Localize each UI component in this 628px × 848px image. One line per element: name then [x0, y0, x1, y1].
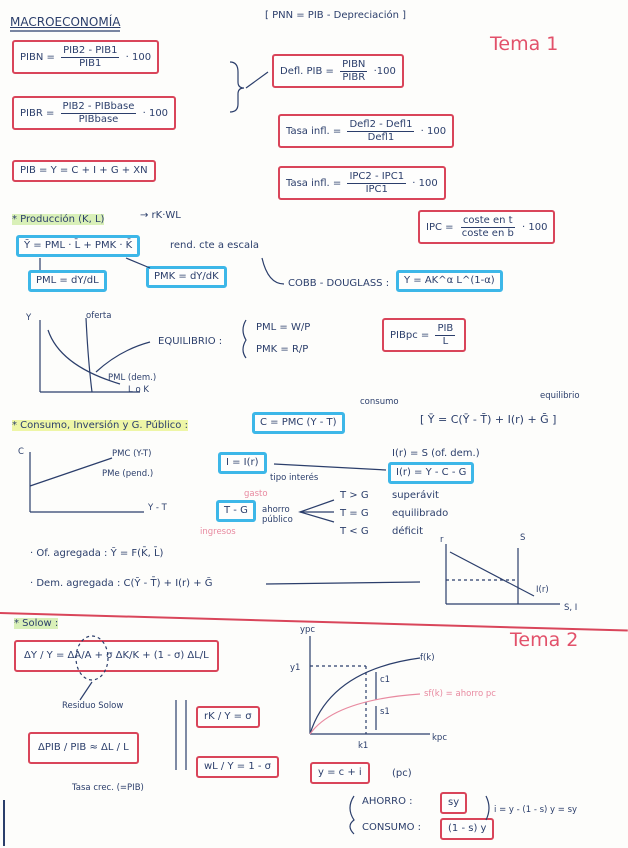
- production-heading-text: * Producción (K, L): [12, 214, 105, 225]
- oferta-agregada: · Of. agregada : Ȳ = F(K̄, L̄): [30, 548, 164, 559]
- ingresos-note: ingresos: [200, 527, 236, 537]
- cons-graph-x: Y - T: [148, 503, 167, 513]
- solow-graph-sf-curve: [310, 694, 420, 734]
- ybar-formula-box: Ȳ = PML · L̄ + PMK · K̄: [16, 235, 140, 257]
- pibn-lhs: PIBN =: [20, 52, 55, 63]
- tg-deficit-cond: T < G: [340, 526, 369, 537]
- solow-heading-text: * Solow :: [14, 618, 59, 629]
- residuo-arrow: [80, 682, 92, 700]
- mkt-graph-r: r: [440, 535, 444, 545]
- equilibrium-arrow: [96, 342, 150, 372]
- mkt-graph-si: S, I: [564, 603, 578, 613]
- tg-superavit-cond: T > G: [340, 490, 369, 501]
- equilibrio-label: EQUILIBRIO :: [158, 336, 223, 347]
- solow-graph-fk: f(k): [420, 653, 435, 663]
- t-minus-g-box: T - G: [216, 500, 256, 522]
- tg-equilibrado-cond: T = G: [340, 508, 369, 519]
- ahorro-consumo-brace: [350, 796, 354, 834]
- defl-den: PIBR: [342, 71, 366, 83]
- solow-bracket: [176, 700, 186, 770]
- pc-note: (pc): [392, 768, 412, 779]
- ir-arrow: [274, 464, 386, 470]
- pibn-den: PIB1: [79, 57, 102, 69]
- pmk-box: PMK = dY/dK: [146, 266, 227, 288]
- prod-graph-demand-curve: [48, 330, 120, 384]
- cons-graph-pmc: PMC (Y-T): [112, 449, 152, 459]
- identity-brace: [486, 796, 489, 820]
- tg-equilibrado-label: equilibrado: [392, 508, 449, 519]
- pib-identity-box: PIB = Y = C + I + G + XN: [12, 160, 156, 182]
- defl-num: PIBN: [342, 59, 366, 70]
- equilibrium-brace: [243, 320, 246, 358]
- mkt-graph-ir: I(r): [536, 585, 549, 595]
- arrow-to-cobb: [262, 258, 284, 284]
- tipo-interes-note: tipo interés: [270, 473, 319, 483]
- tg-fork: [300, 500, 334, 522]
- equilibrio-label-2: equilibrio: [540, 391, 580, 401]
- arrow-to-pmk: [126, 258, 150, 268]
- solow-graph-sfk: sf(k) = ahorro pc: [424, 689, 496, 699]
- ir-equals-s: I(r) = S (of. dem.): [392, 448, 480, 459]
- ipc-tail: · 100: [522, 222, 548, 233]
- prod-graph-y-label: Y: [26, 313, 32, 323]
- infl1-tail: · 100: [420, 126, 447, 137]
- prod-graph-supply-line: [86, 318, 92, 392]
- equilibrio-bracket: [ Ȳ = C(Ȳ - T̄) + I(r) + Ḡ ]: [420, 413, 557, 426]
- mkt-graph-ir-line: [450, 552, 534, 596]
- pml-box: PML = dY/dL: [28, 270, 107, 292]
- infl2-lhs: Tasa infl. =: [286, 178, 342, 189]
- cobb-douglass-formula-box: Y = AK^α L^(1-α): [396, 270, 503, 292]
- dem-agregada-arrow: [266, 582, 420, 584]
- defl-tail: ·100: [373, 66, 396, 77]
- consumo-label-solow: CONSUMO :: [362, 822, 422, 833]
- pnn-definition: [ PNN = PIB - Depreciación ]: [265, 10, 407, 21]
- labor-share-box: wL / Y = 1 - σ: [196, 756, 279, 778]
- consumo-label: consumo: [360, 397, 399, 407]
- investment-identity: i = y - (1 - s) y = sy: [494, 805, 578, 815]
- solow-graph-kpc: kpc: [432, 733, 447, 743]
- consumo-formula-box: C = PMC (Y - T): [252, 412, 345, 434]
- pibr-num: PIB2 - PIBbase: [62, 101, 135, 112]
- consumo-heading-text: * Consumo, Inversión y G. Público :: [12, 420, 188, 431]
- ahorro-label: AHORRO :: [362, 796, 413, 807]
- demanda-agregada: · Dem. agregada : C(Ȳ - T̄) + I(r) + Ḡ: [30, 578, 213, 589]
- residuo-circle: [76, 636, 108, 680]
- solow-graph-ypc: ypc: [300, 625, 316, 635]
- solow-graph-c1: c1: [380, 675, 391, 685]
- infl1-den: Defl1: [367, 131, 395, 143]
- ipc-lhs: IPC =: [426, 222, 454, 233]
- tema-1-title: Tema 1: [490, 33, 559, 55]
- mkt-graph-s: S: [520, 533, 526, 543]
- infl2-num: IPC2 - IPC1: [349, 171, 405, 182]
- residuo-solow: Residuo Solow: [62, 701, 124, 711]
- consumo-value-box: (1 - s) y: [440, 818, 494, 840]
- rend-escala-note: rend. cte a escala: [170, 240, 260, 251]
- pibpc-num: PIB: [437, 323, 454, 334]
- solow-rhs: = ΔA/A + σ ΔK/K + (1 - σ) ΔL/L: [55, 650, 209, 661]
- pibr-lhs: PIBR =: [20, 108, 55, 119]
- top-brace: [230, 62, 244, 112]
- ahorro-publico-note: ahorro público: [262, 505, 293, 525]
- tg-superavit-label: superávit: [392, 490, 439, 501]
- infl2-den: IPC1: [365, 183, 388, 195]
- pibn-tail: · 100: [125, 52, 152, 63]
- growth-rhs: ≈ ΔL / L: [89, 742, 129, 753]
- tg-deficit-label: déficit: [392, 526, 423, 537]
- ir-equals-ycg-box: I(r) = Y - C - G: [388, 462, 474, 484]
- solow-graph-s1: s1: [380, 707, 390, 717]
- infl2-tail: · 100: [412, 178, 438, 189]
- pibr-tail: · 100: [142, 108, 169, 119]
- ipc-den: coste en b: [461, 227, 514, 239]
- capital-share-box: rK / Y = σ: [196, 706, 260, 728]
- pibn-num: PIB2 - PIB1: [63, 45, 118, 56]
- cons-graph-c-label: C: [18, 447, 24, 457]
- defl-lhs: Defl. PIB =: [280, 66, 334, 77]
- inversion-box: I = I(r): [218, 452, 267, 474]
- prod-graph-x-label: L o K: [128, 385, 149, 395]
- pibr-den: PIBbase: [78, 113, 119, 125]
- gasto-note: gasto: [244, 489, 268, 499]
- prod-graph-oferta: oferta: [86, 311, 112, 321]
- solow-graph-k1: k1: [358, 741, 369, 751]
- cons-graph-pmc-line: [30, 458, 112, 486]
- equilibrio-pml: PML = W/P: [256, 322, 311, 333]
- solow-lhs: ΔY / Y: [24, 650, 53, 661]
- top-arrow: [246, 72, 268, 88]
- tasa-crecimiento-note: Tasa crec. (=PIB): [72, 783, 144, 793]
- tema-2-title: Tema 2: [510, 629, 579, 651]
- rk-wl-note: → rK·WL: [140, 210, 181, 221]
- y-c-i-box: y = c + i: [310, 762, 370, 784]
- prod-graph-pml-dem: PML (dem.): [108, 373, 157, 383]
- page-title: MACROECONOMÍA: [10, 15, 121, 29]
- pibpc-lhs: PIBpc =: [390, 330, 430, 341]
- cons-graph-pme: PMe (pend.): [102, 469, 154, 479]
- ahorro-value-box: sy: [440, 792, 467, 814]
- ipc-num: coste en t: [462, 215, 513, 226]
- cobb-douglass-label: COBB - DOUGLASS :: [288, 278, 390, 289]
- growth-lhs: ΔPIB / PIB: [38, 742, 87, 753]
- solow-graph-y1: y1: [290, 663, 301, 673]
- equilibrio-pmk: PMK = R/P: [256, 344, 309, 355]
- infl1-num: Defl2 - Defl1: [349, 119, 413, 130]
- infl1-lhs: Tasa infl. =: [286, 126, 342, 137]
- pibpc-den: L: [442, 335, 449, 347]
